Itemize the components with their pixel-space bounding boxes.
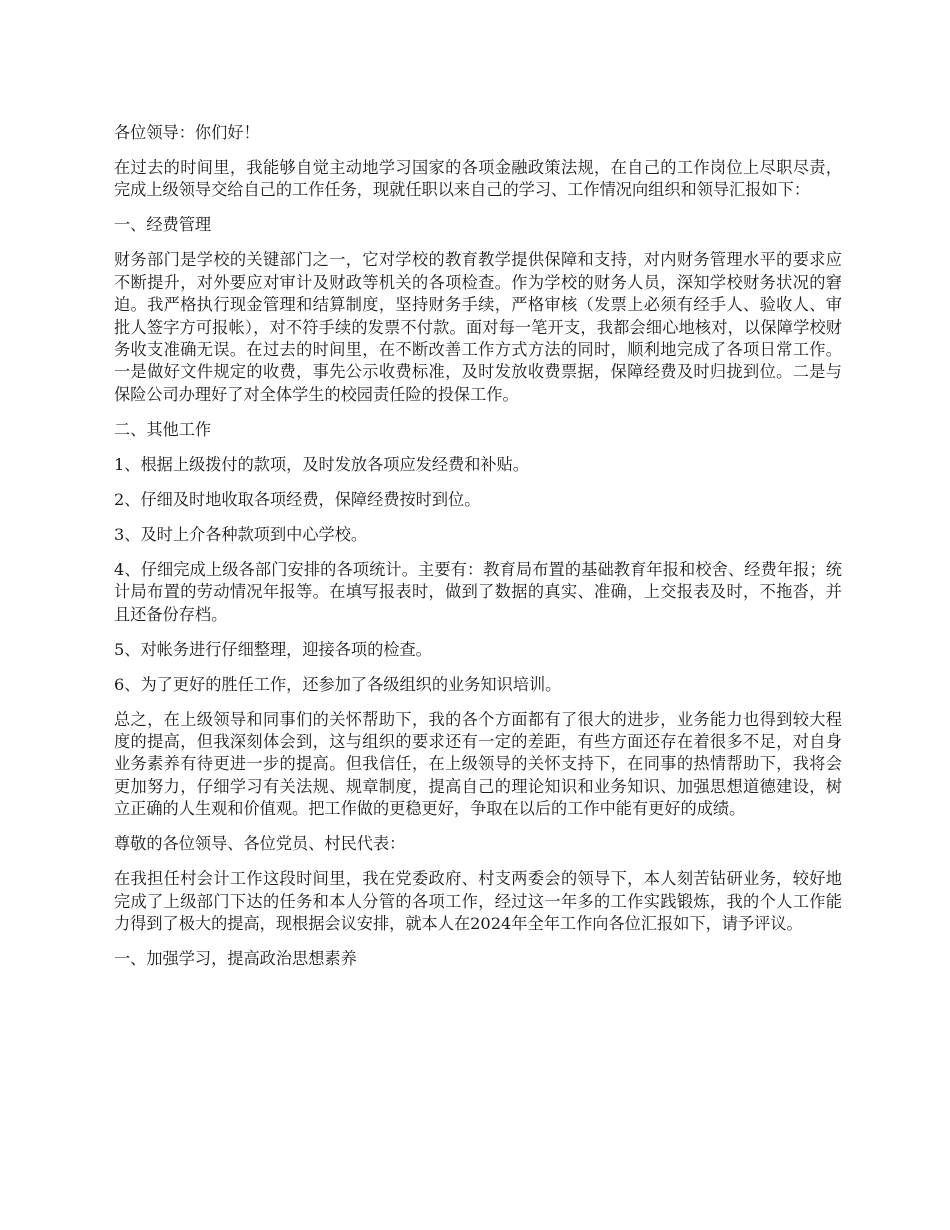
- greeting-paragraph: 各位领导：你们好！: [114, 123, 260, 142]
- list-item: 6、为了更好的胜任工作，还参加了各级组织的业务知识培训。: [114, 674, 562, 694]
- document-page: [114, 122, 842, 983]
- section-heading-funding: 一、经费管理: [114, 215, 212, 235]
- section-heading-study: 一、加强学习，提高政治思想素养: [114, 949, 357, 969]
- list-item: 2、仔细及时地收取各项经费，保障经费按时到位。: [114, 489, 481, 509]
- list-item: 5、对帐务进行仔细整理，迎接各项的检查。: [114, 639, 432, 659]
- funding-paragraph: 财务部门是学校的关键部门之一，它对学校的教育教学提供保障和支持，对内财务管理水平的要求应不断提升，对外要应对审计及财政等机关的各项检查。作为学校的财务人员，深知学校财务状况的窘迫。我严格执行现金管理和结算制度，坚持财务手续，严格审核（发票上必须有经手人、验收人、审批人签字方可报帐），对不符手续的发票不付款。面对每一笔开支，我都会细心地核对，以保障学校财务收支准确无误。在过去的时间里，在不断改善工作方式方法的同时，顺利地完成了各项日常工作。一是做好文件规定的收费，事先公示收费标准，及时发放收费票据，保障经费及时归拢到位。二是与保险公司办理好了对全体学生的校园责任险的投保工作。: [114, 250, 842, 404]
- list-item: 1、根据上级拨付的款项，及时发放各项应发经费和补贴。: [114, 454, 529, 474]
- village-accounting-paragraph: 在我担任村会计工作这段时间里，我在党委政府、村支两委会的领导下，本人刻苦钻研业务，较好地完成了上级部门下达的任务和本人分管的各项工作，经过这一年多的工作实践锻炼，我的个人工作能力得到了极大的提高，现根据会议安排，就本人在2024年全年工作向各位汇报如下，请予评议。: [114, 869, 842, 934]
- list-item: 4、仔细完成上级各部门安排的各项统计。主要有：教育局布置的基础教育年报和校舍、经费年报；统计局布置的劳动情况年报等。在填写报表时，做到了数据的真实、准确，上交报表及时，不拖沓，并且还备份存档。: [114, 559, 842, 624]
- section-heading-other-work: 二、其他工作: [114, 419, 212, 439]
- list-item: 3、及时上介各种款项到中心学校。: [114, 524, 368, 544]
- intro-paragraph: 在过去的时间里，我能够自觉主动地学习国家的各项金融政策法规，在自己的工作岗位上尽职尽责，完成上级领导交给自己的工作任务，现就任职以来自己的学习、工作情况向组织和领导汇报如下：: [114, 158, 842, 200]
- second-greeting-paragraph: 尊敬的各位领导、各位党员、村民代表：: [114, 834, 406, 854]
- summary-paragraph: 总之，在上级领导和同事们的关怀帮助下，我的各个方面都有了很大的进步，业务能力也得到较大程度的提高，但我深刻体会到，这与组织的要求还有一定的差距，有些方面还存在着很多不足，对自身业务素养有待更进一步的提高。但我信任，在上级领导的关怀支持下，在同事的热情帮助下，我将会更加努力，仔细学习有关法规、规章制度，提高自己的理论知识和业务知识、加强思想道德建设，树立正确的人生观和价值观。把工作做的更稳更好，争取在以后的工作中能有更好的成绩。: [114, 709, 842, 819]
